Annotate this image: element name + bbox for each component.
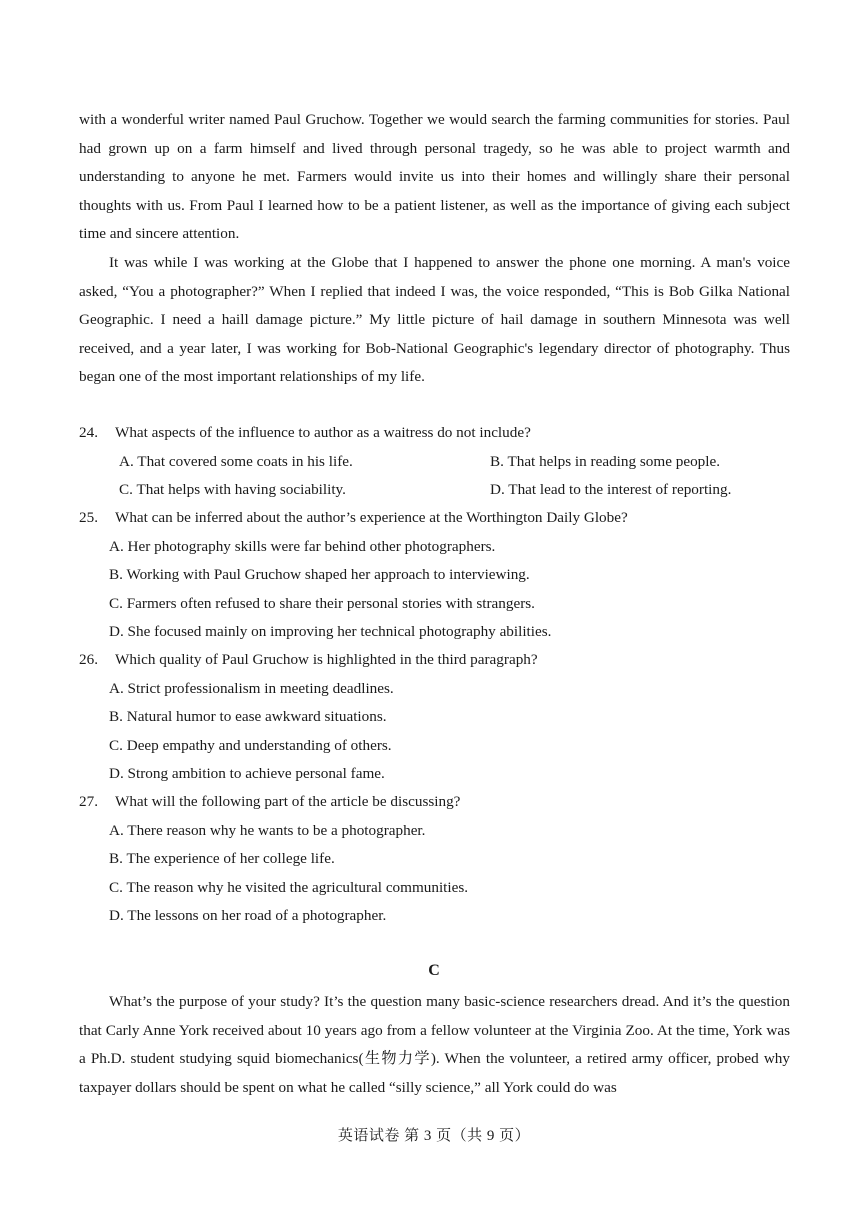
question-text: What will the following part of the article be discussing? [115, 793, 461, 810]
option-a: A. That covered some coats in his life. [119, 453, 353, 470]
option-b: B. Working with Paul Gruchow shaped her approach to interviewing. [109, 566, 530, 583]
question-number: 27. [79, 793, 98, 810]
option-b: B. Natural humor to ease awkward situations. [109, 708, 387, 725]
option-a: A. There reason why he wants to be a photographer. [109, 822, 426, 839]
section-heading: C [428, 962, 440, 979]
option-d: D. That lead to the interest of reporting. [490, 481, 732, 498]
question-number: 24. [79, 424, 98, 441]
option-c: C. Farmers often refused to share their personal stories with strangers. [109, 595, 535, 612]
question-number: 26. [79, 651, 98, 668]
option-d: D. Strong ambition to achieve personal fame. [109, 765, 385, 782]
question-text: Which quality of Paul Gruchow is highlighted in the third paragraph? [115, 651, 538, 668]
option-a: A. Her photography skills were far behind other photographers. [109, 538, 496, 555]
question-text: What aspects of the influence to author as a waitress do not include? [115, 424, 531, 441]
option-d: D. The lessons on her road of a photographer. [109, 907, 387, 924]
question-number: 25. [79, 509, 98, 526]
option-c: C. The reason why he visited the agricultural communities. [109, 879, 469, 896]
option-c: C. That helps with having sociability. [119, 481, 346, 498]
section-c-paragraph-1: What’s the purpose of your study? It’s the question many basic-science researchers dread. And it’s the question that Carly Anne York received about 10 years ago from a fellow volunteer at the Virginia Zoo. At the time, York was a Ph.D. student studying squid biomechanics(生物力学). When the volunteer, a retired army officer, probed why taxpayer dollars should be spent on what he called “silly science,” all York could do was [79, 993, 790, 1096]
option-d: D. She focused mainly on improving her technical photography abilities. [109, 623, 552, 640]
passage-paragraph-1: with a wonderful writer named Paul Gruchow. Together we would search the farming communities for stories. Paul had grown up on a farm himself and lived through personal tragedy, so he was able to project warmth and understanding to anyone he met. Farmers would invite us into their homes and willingly share their personal thoughts with us. From Paul I learned how to be a patient listener, as well as the importance of giving each subject time and sincere attention. [79, 111, 790, 242]
option-c: C. Deep empathy and understanding of others. [109, 737, 392, 754]
page-footer: 英语试卷 第 3 页（共 9 页） [337, 1128, 531, 1144]
passage-paragraph-2: It was while I was working at the Globe that I happened to answer the phone one morning. A man's voice asked, “You a photographer?” When I replied that indeed I was, the voice responded, “This is Bob Gilka National Geographic. I need a haill damage picture.” My little picture of hail damage in southern Minnesota was well received, and a year later, I was working for Bob-National Geographic's legendary director of photography. Thus began one of the most important relationships of my life. [79, 254, 790, 385]
option-b: B. The experience of her college life. [109, 850, 335, 867]
question-text: What can be inferred about the author’s experience at the Worthington Daily Globe? [115, 509, 628, 526]
option-a: A. Strict professionalism in meeting deadlines. [109, 680, 394, 697]
option-b: B. That helps in reading some people. [490, 453, 721, 470]
